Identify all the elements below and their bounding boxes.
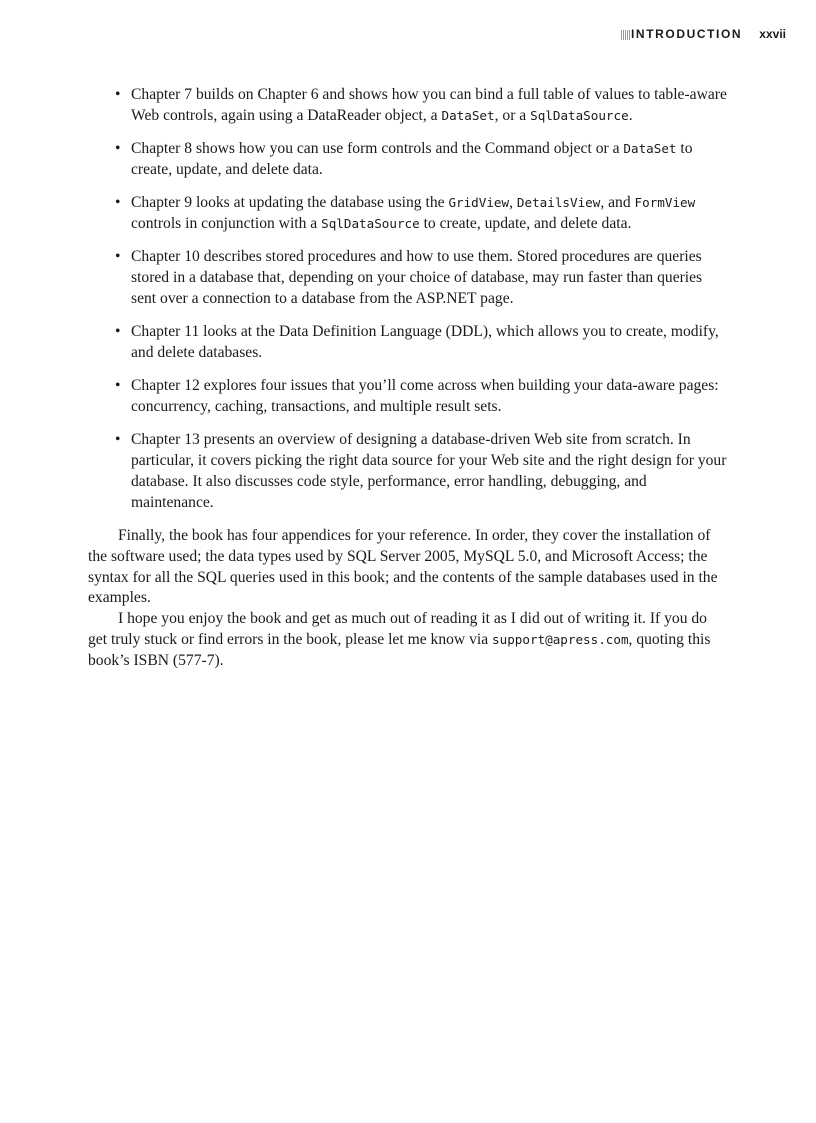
closing-paragraph: I hope you enjoy the book and get as much out of reading it as I did out of writing it. If you do get truly stuck or find errors in the book, please let me know via support@apress.com, quoting this book’s ISBN (577-7). [88,610,711,669]
list-item-chapter-10: • Chapter 10 describes stored procedures and how to use them. Stored procedures are queries stored in a database that, depending on your choice of database, may run faster than queries sent over a connection to a database from the ASP.NET page. [88,247,728,309]
code-dataset: DataSet [623,141,677,157]
appendices-paragraph: Finally, the book has four appendices for your reference. In order, they cover the installation of the software used; the data types used by SQL Server 2005, MySQL 5.0, and Microsoft Access; the syntax for all the SQL queries used in this book; and the contents of the sample databases used in the examples. [88,527,718,607]
code-sqldatasource: SqlDataSource [321,215,420,231]
list-item-chapter-8: • Chapter 8 shows how you can use form controls and the Command object or a DataSet to create, update, and delete data. [88,139,728,181]
section-title: INTRODUCTION [631,27,743,41]
code-formview: FormView [634,195,696,211]
list-item-chapter-13: • Chapter 13 presents an overview of designing a database-driven Web site from scratch. In particular, it covers picking the right data source for your Web site and the right design for your database. It also discusses code style, performance, error handling, debugging, and maintenance. [88,430,728,513]
page-body [88,85,728,672]
support-email-link[interactable]: support@apress.com [492,632,629,648]
code-gridview: GridView [448,195,510,211]
section-marker-icon [621,30,630,40]
list-item-chapter-9: • Chapter 9 looks at updating the database using the GridView, DetailsView, and FormView controls in conjunction with a SqlDataSource to create, update, and delete data. [88,193,728,235]
code-detailsview: DetailsView [516,195,601,211]
running-head [0,26,816,46]
list-item-chapter-11: • Chapter 11 looks at the Data Definition Language (DDL), which allows you to create, modify, and delete databases. [88,322,728,364]
page-number: xxvii [759,27,786,41]
code-dataset: DataSet [441,107,495,123]
list-item-chapter-12: • Chapter 12 explores four issues that you’ll come across when building your data-aware pages: concurrency, caching, transactions, and multiple result sets. [88,376,728,418]
list-item-chapter-7: • Chapter 7 builds on Chapter 6 and shows how you can bind a full table of values to table-aware Web controls, again using a DataReader object, a DataSet, or a SqlDataSource. [88,85,728,127]
chapter-list [88,85,728,514]
code-sqldatasource: SqlDataSource [530,107,629,123]
